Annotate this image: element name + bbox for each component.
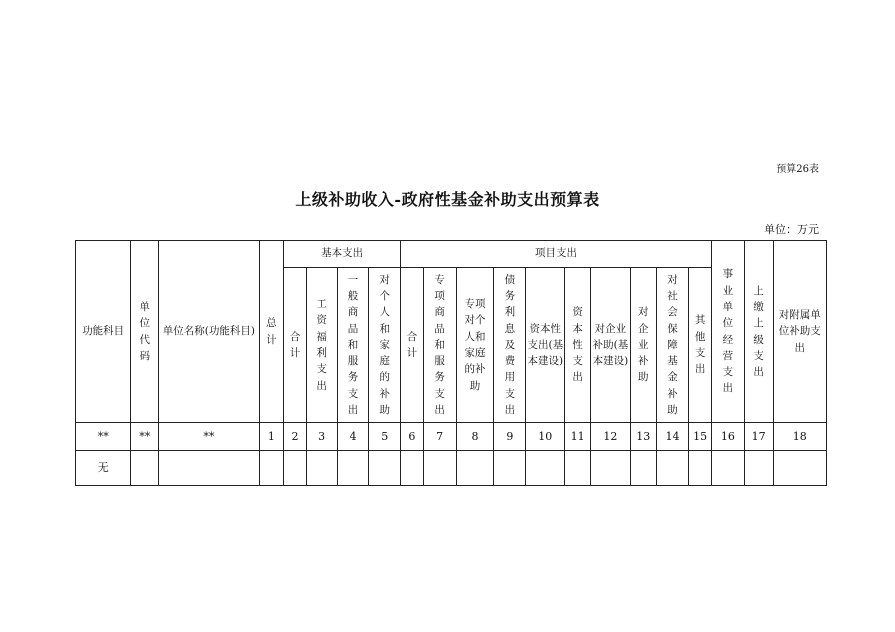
header-basic-personal: 对个人和家庭的补助 xyxy=(369,268,401,423)
data-cell xyxy=(306,451,337,486)
index-cell: 13 xyxy=(630,423,656,451)
data-cell xyxy=(159,451,260,486)
data-cell xyxy=(337,451,369,486)
header-proj-goods: 专项商品和服务支出 xyxy=(423,268,456,423)
index-cell: 16 xyxy=(711,423,744,451)
data-cell xyxy=(630,451,656,486)
data-cell xyxy=(284,451,307,486)
index-cell: 3 xyxy=(306,423,337,451)
index-cell: 5 xyxy=(369,423,401,451)
index-cell: 15 xyxy=(689,423,712,451)
data-cell xyxy=(744,451,773,486)
index-cell: 1 xyxy=(259,423,284,451)
index-cell: ** xyxy=(159,423,260,451)
index-cell: 6 xyxy=(401,423,424,451)
data-cell xyxy=(259,451,284,486)
header-proj-social: 对社会保障基金补助 xyxy=(656,268,689,423)
index-cell: 11 xyxy=(565,423,591,451)
data-cell xyxy=(494,451,526,486)
index-cell: ** xyxy=(76,423,131,451)
data-cell xyxy=(526,451,565,486)
form-number: 预算26表 xyxy=(776,164,819,175)
data-cell xyxy=(456,451,494,486)
header-proj-ent: 对企业补助 xyxy=(630,268,656,423)
header-unit-code: 单位代码 xyxy=(131,241,159,423)
index-cell: 10 xyxy=(526,423,565,451)
data-cell: 无 xyxy=(76,451,131,486)
unit-label: 单位：万元 xyxy=(764,223,819,236)
data-cell xyxy=(401,451,424,486)
index-cell: 9 xyxy=(494,423,526,451)
data-cell xyxy=(656,451,689,486)
header-proj-debt: 债务利息及费用支出 xyxy=(494,268,526,423)
data-cell xyxy=(590,451,630,486)
header-basic-goods: 一般商品和服务支出 xyxy=(337,268,369,423)
header-subsidiary: 对附属单位补助支出 xyxy=(773,241,826,423)
index-cell: 14 xyxy=(656,423,689,451)
header-basic-sum: 合计 xyxy=(284,268,307,423)
budget-table xyxy=(75,240,827,486)
index-cell: 8 xyxy=(456,423,494,451)
data-cell xyxy=(689,451,712,486)
header-total: 总计 xyxy=(259,241,284,423)
header-proj-ent-build: 对企业补助(基本建设) xyxy=(590,268,630,423)
index-cell: 7 xyxy=(423,423,456,451)
index-cell: 2 xyxy=(284,423,307,451)
header-basic-wage: 工资福利支出 xyxy=(306,268,337,423)
data-cell xyxy=(773,451,826,486)
data-cell xyxy=(369,451,401,486)
header-unit-name: 单位名称(功能科目) xyxy=(159,241,260,423)
data-cell xyxy=(423,451,456,486)
header-proj-other: 其他支出 xyxy=(689,268,712,423)
index-cell: 17 xyxy=(744,423,773,451)
index-cell: ** xyxy=(131,423,159,451)
header-project-group: 项目支出 xyxy=(401,241,712,268)
table-row xyxy=(76,451,827,486)
header-func-subject: 功能科目 xyxy=(76,241,131,423)
data-cell xyxy=(565,451,591,486)
data-cell xyxy=(711,451,744,486)
header-proj-personal: 专项对个人和家庭的补助 xyxy=(456,268,494,423)
header-proj-capital: 资本性支出 xyxy=(565,268,591,423)
index-cell: 12 xyxy=(590,423,630,451)
data-cell xyxy=(131,451,159,486)
index-cell: 18 xyxy=(773,423,826,451)
index-row xyxy=(76,423,827,451)
header-basic-group: 基本支出 xyxy=(284,241,401,268)
header-upper-pay: 上缴上级支出 xyxy=(744,241,773,423)
header-biz-unit: 事业单位经营支出 xyxy=(711,241,744,423)
page-title: 上级补助收入-政府性基金补助支出预算表 xyxy=(295,190,600,209)
header-proj-sum: 合计 xyxy=(401,268,424,423)
header-proj-capital-build: 资本性支出(基本建设) xyxy=(526,268,565,423)
index-cell: 4 xyxy=(337,423,369,451)
